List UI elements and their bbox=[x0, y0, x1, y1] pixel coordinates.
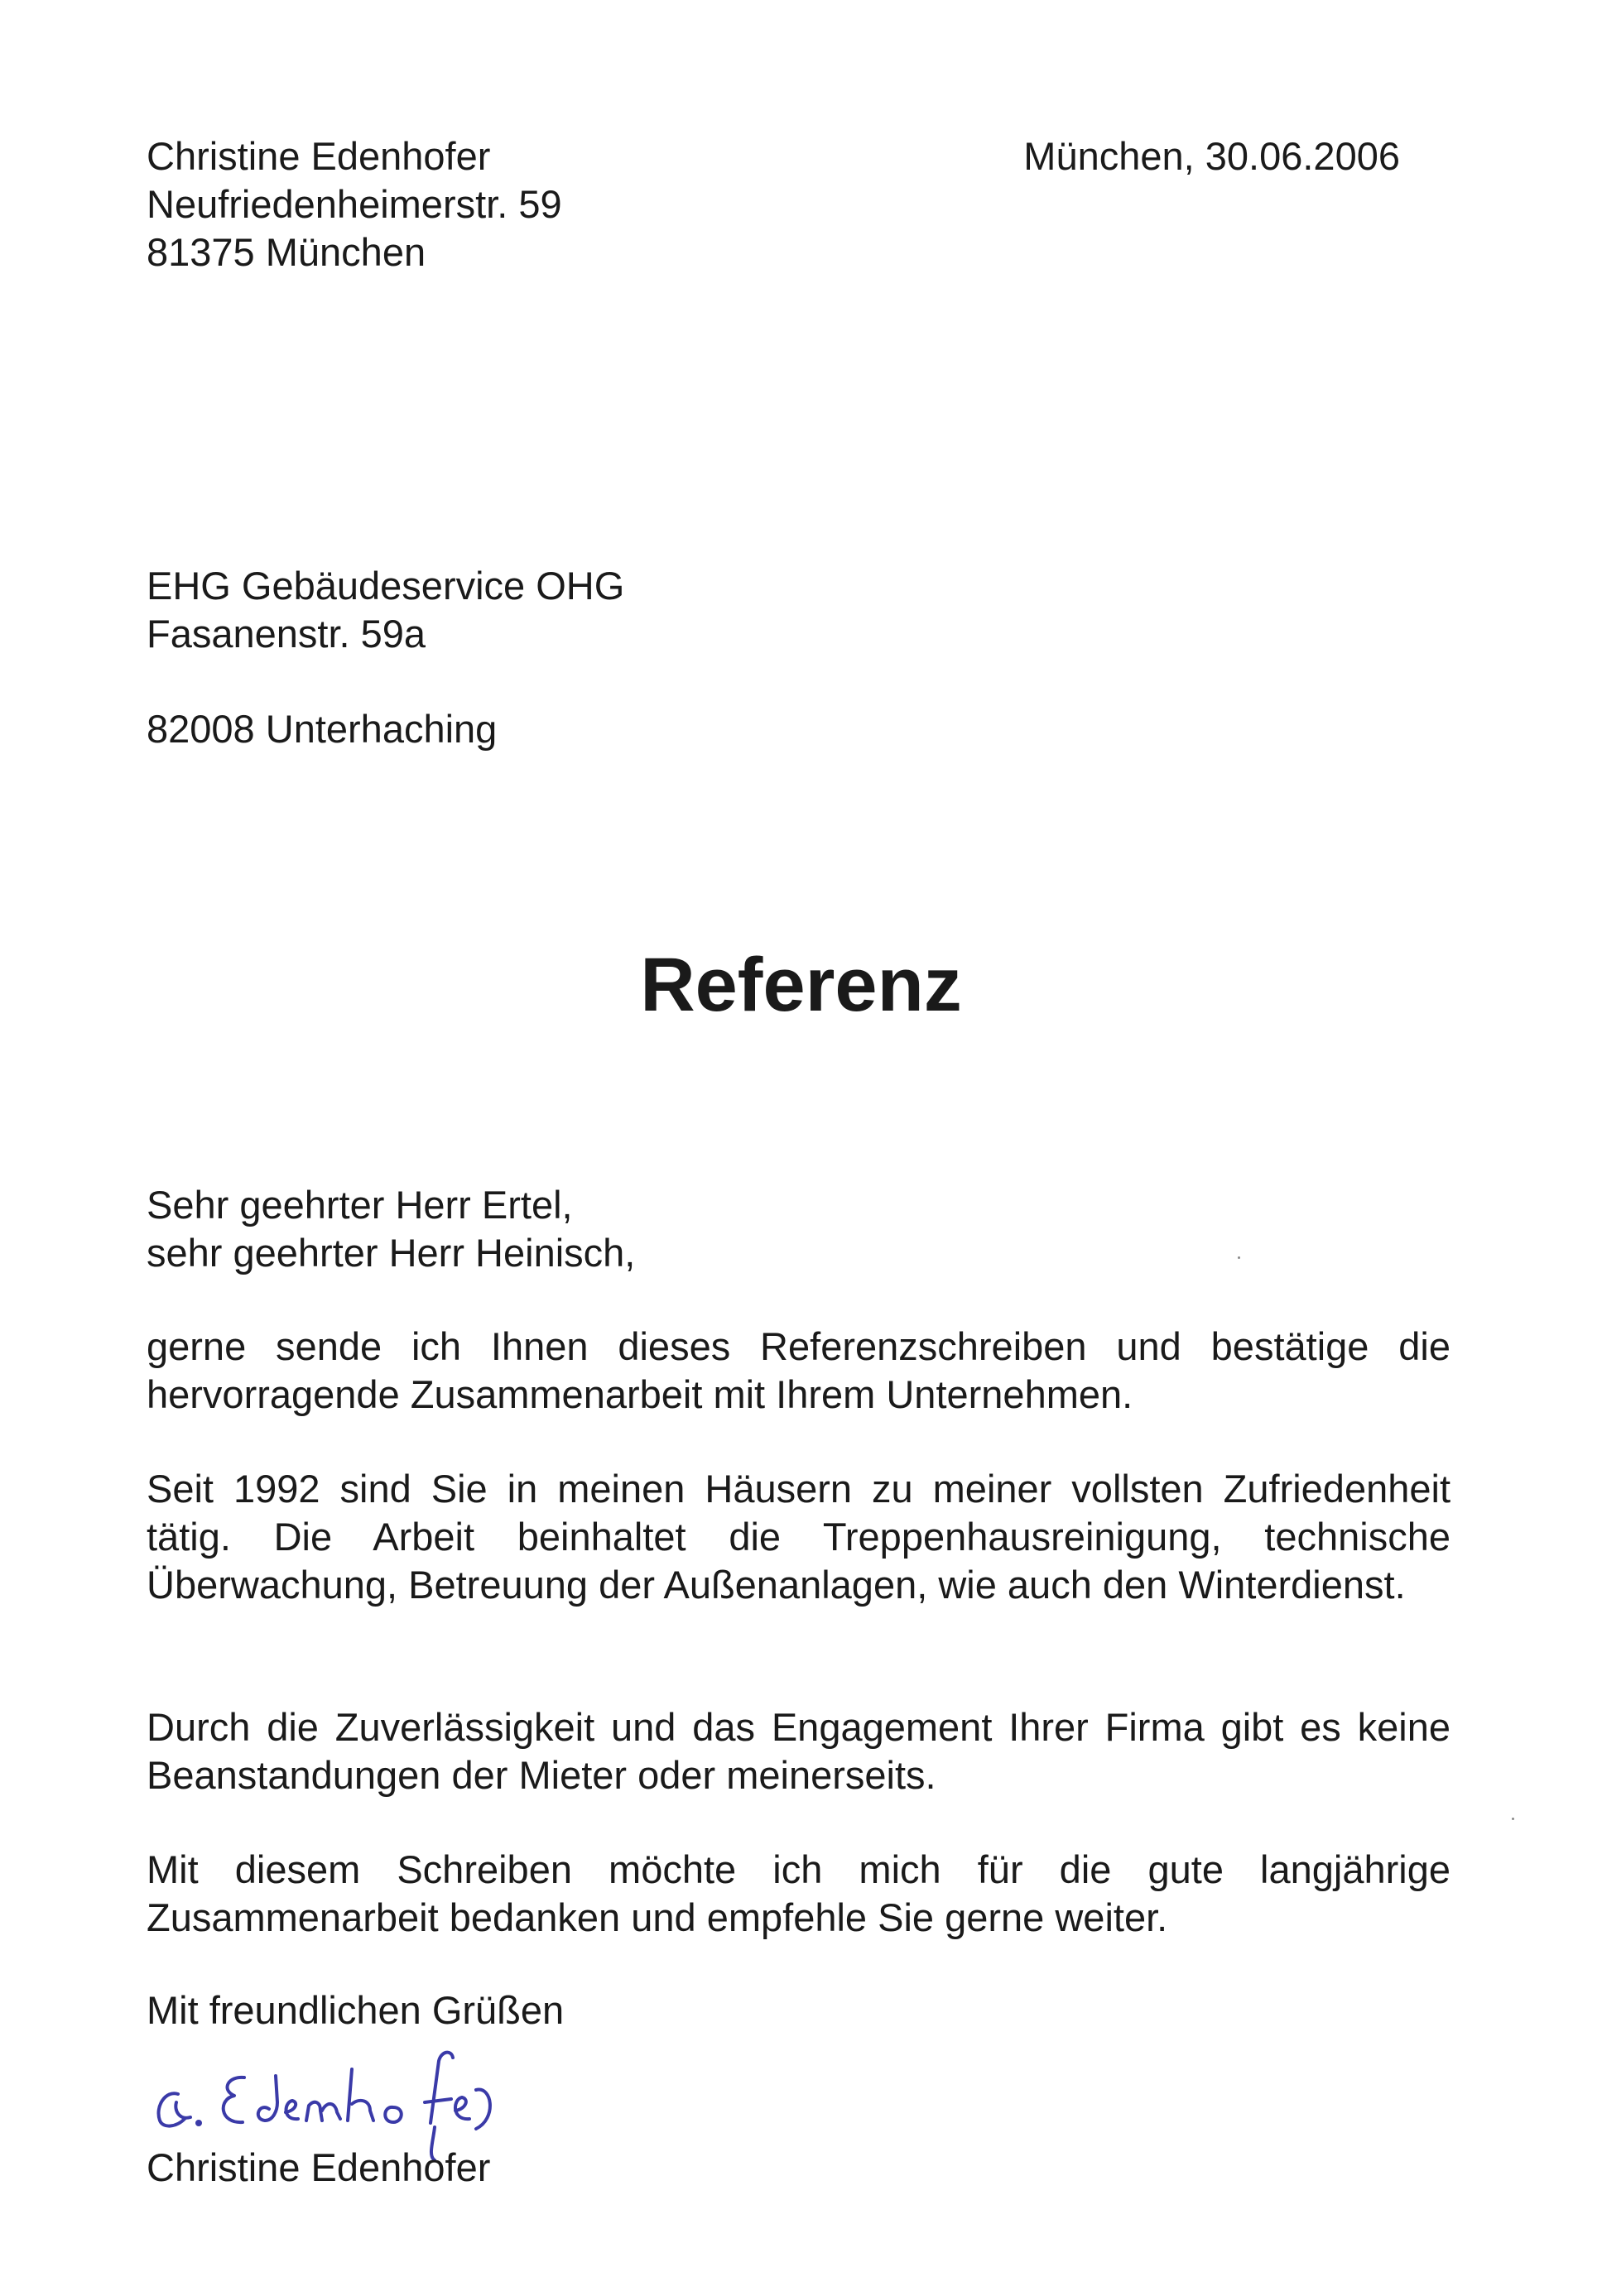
scan-speck bbox=[1238, 1256, 1240, 1259]
sender-name: Christine Edenhofer bbox=[147, 134, 491, 178]
handwritten-signature bbox=[145, 2044, 658, 2160]
salutation-line-2: sehr geehrter Herr Heinisch, bbox=[147, 1231, 636, 1275]
closing-phrase: Mit freundlichen Grüßen bbox=[147, 1988, 565, 2032]
page-title: Referenz bbox=[640, 943, 962, 1027]
signer-name: Christine Edenhofer bbox=[147, 2145, 491, 2189]
scan-speck bbox=[1512, 1818, 1514, 1820]
paragraph-4: Mit diesem Schreiben möchte ich mich für die gute langjährige Zusammenarbeit bedanken und empfehle Sie gerne weiter. bbox=[147, 1847, 1450, 1939]
salutation-line-1: Sehr geehrter Herr Ertel, bbox=[147, 1183, 573, 1227]
recipient-company: EHG Gebäudeservice OHG bbox=[147, 564, 625, 608]
sender-city: 81375 München bbox=[147, 230, 426, 274]
paragraph-1: gerne sende ich Ihnen dieses Referenzschreiben und bestätige die hervorragende Zusammenarbeit mit Ihrem Unternehmen. bbox=[147, 1324, 1450, 1416]
recipient-city: 82008 Unterhaching bbox=[147, 707, 498, 751]
letter-date: München, 30.06.2006 bbox=[1023, 134, 1400, 178]
paragraph-3: Durch die Zuverlässigkeit und das Engagement Ihrer Firma gibt es keine Beanstandungen der Mieter oder meinerseits. bbox=[147, 1705, 1450, 1797]
sender-street: Neufriedenheimerstr. 59 bbox=[147, 182, 562, 226]
paragraph-2: Seit 1992 sind Sie in meinen Häusern zu meiner vollsten Zufriedenheit tätig. Die Arbeit beinhaltet die Treppenhausreinigung, technische Überwachung, Betreuung der Außenanlagen, wie auch den Winterdienst. bbox=[147, 1467, 1450, 1607]
recipient-street: Fasanenstr. 59a bbox=[147, 612, 426, 656]
